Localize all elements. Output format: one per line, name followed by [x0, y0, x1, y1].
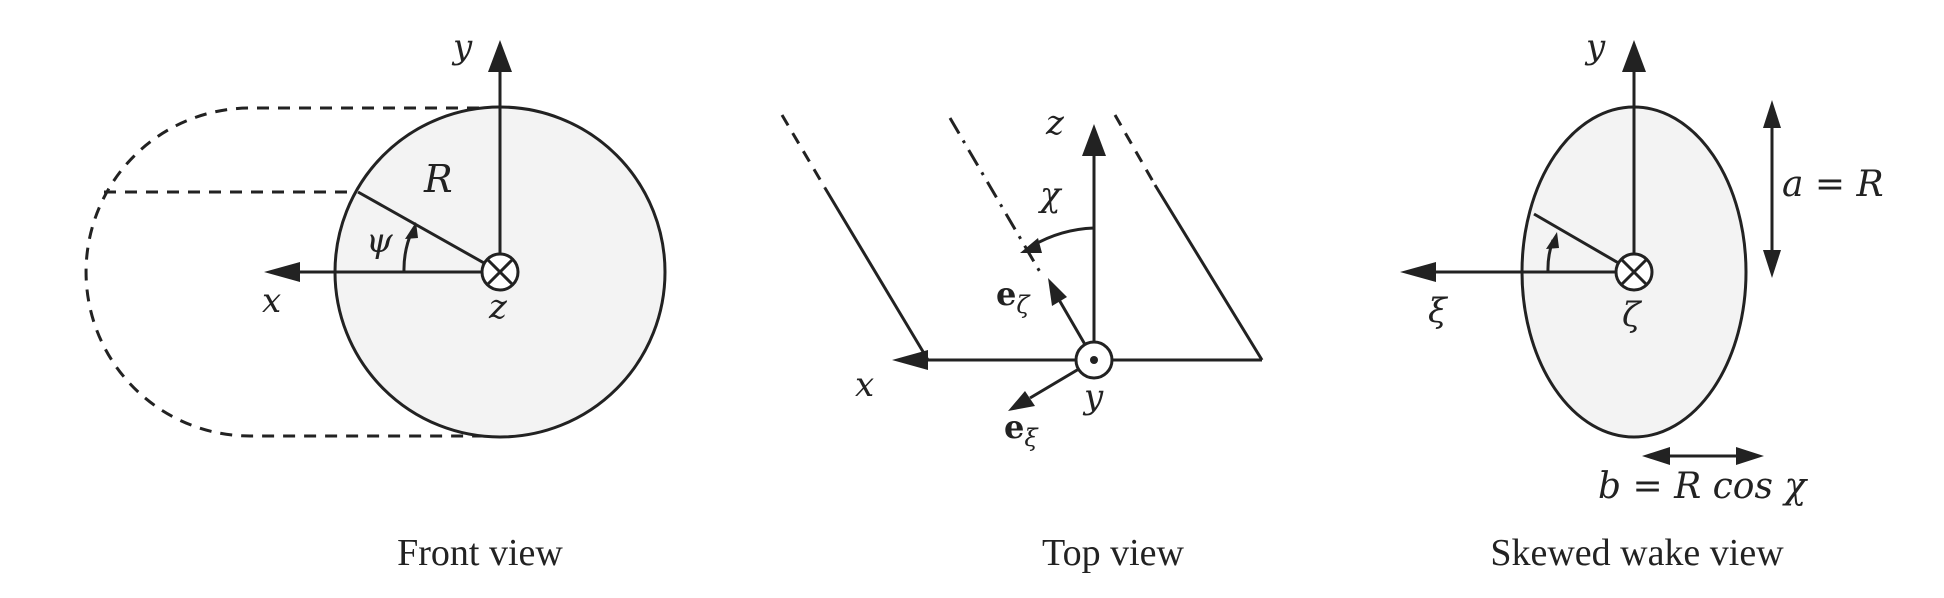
front-x-label: x [262, 281, 282, 321]
top-left-wake-boundary [825, 188, 928, 360]
top-e-xi-label: eξ [1004, 408, 1038, 452]
top-view-caption: Top view [1042, 532, 1184, 574]
skewed-semi-major-label: a = R [1782, 164, 1884, 205]
skewed-semi-minor-label: b = R cos χ [1598, 466, 1807, 507]
top-y-label: y [1084, 377, 1104, 417]
top-z-arrowhead [1082, 124, 1106, 156]
front-view-caption: Front view [397, 532, 563, 574]
top-right-wake-boundary [1155, 185, 1262, 360]
front-radius-label: R [424, 157, 453, 201]
skewed-xi-label: ξ [1428, 291, 1447, 331]
skewed-y-label: y [1586, 27, 1606, 67]
top-skew-angle-label: χ [1040, 175, 1061, 215]
top-right-wake-boundary-dashed [1115, 115, 1155, 185]
skewed-wake-view-panel [1400, 27, 1884, 574]
top-x-arrowhead [892, 350, 928, 370]
front-azimuth-label: ψ [366, 221, 393, 261]
top-x-label: x [855, 365, 875, 405]
top-view-panel [782, 103, 1262, 574]
front-x-arrowhead [264, 262, 300, 282]
skewed-zeta-label: ζ [1622, 295, 1641, 335]
top-z-label: z [1046, 103, 1064, 143]
top-skew-angle-arc [1032, 228, 1094, 246]
front-y-arrowhead [488, 40, 512, 72]
skewed-wake-view-caption: Skewed wake view [1490, 532, 1784, 574]
skewed-xi-arrowhead [1400, 262, 1436, 282]
skewed-y-arrowhead [1622, 40, 1646, 72]
top-skew-angle-arrowhead [1020, 238, 1042, 253]
front-z-label: z [489, 287, 507, 327]
front-y-label: y [453, 27, 473, 67]
top-e-zeta-arrowhead [1048, 278, 1067, 306]
top-e-zeta-label: eζ [996, 275, 1030, 319]
top-left-wake-boundary-dashed [782, 115, 825, 188]
front-view-panel [86, 27, 665, 574]
